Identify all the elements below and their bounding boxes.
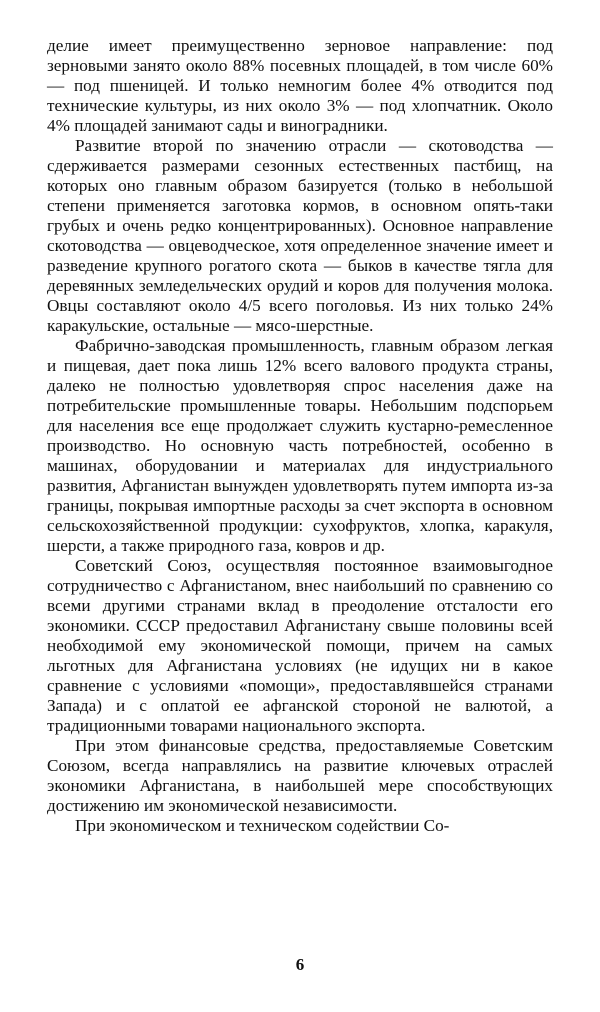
paragraph: При этом финансовые средства, предоставляемые Советским Союзом, всегда направлялись на развитие ключевых отраслей экономики Афганистана, в наибольшей мере способствующих достижению им экономической независимости. <box>47 736 553 815</box>
paragraph: Развитие второй по значению отрасли — скотоводства — сдерживается размерами сезонных естественных пастбищ, на которых оно главным образом базируется (только в небольшой степени применяется заготовка кормов, в основном опять-таки грубых и очень редко концентрированных). Основное направление скотоводства — овцеводческое, хотя определенное значение имеет и разведение крупного рогатого скота — быков в качестве тягла для деревянных земледельческих орудий и коров для получения молока. Овцы составляют около 4/5 всего поголовья. Из них только 24% каракульские, остальные — мясо-шерстные. <box>47 136 553 335</box>
paragraph: Советский Союз, осуществляя постоянное взаимовыгодное сотрудничество с Афганистаном, внес наибольший по сравнению со всеми другими странами вклад в преодоление отсталости его экономики. СССР предоставил Афганистану свыше половины всей необходимой ему экономической помощи, причем на самых льготных для Афганистана условиях (не идущих ни в какое сравнение с условиями «помощи», предоставлявшейся странами Запада) и с оплатой ее афганской стороной не валютой, а традиционными товарами национального экспорта. <box>47 556 553 735</box>
paragraph: делие имеет преимущественно зерновое направление: под зерновыми занято около 88% посевных площадей, в том числе 60% — под пшеницей. И только немногим более 4% отводится под технические культуры, из них около 3% — под хлопчатник. Около 4% площадей занимают сады и виноградники. <box>47 36 553 135</box>
page-text-body <box>47 36 553 836</box>
page-number: 6 <box>295 955 305 974</box>
paragraph: Фабрично-заводская промышленность, главным образом легкая и пищевая, дает пока лишь 12% всего валового продукта страны, далеко не полностью удовлетворяя спрос населения даже на потребительские промышленные товары. Небольшим подспорьем для населения все еще продолжает служить кустарно-ремесленное производство. Но основную часть потребностей, особенно в машинах, оборудовании и материалах для индустриального развития, Афганистан вынужден удовлетворять путем импорта из-за границы, покрывая импортные расходы за счет экспорта в основном сельскохозяйственной продукции: сухофруктов, хлопка, каракуля, шерсти, а также природного газа, ковров и др. <box>47 336 553 555</box>
paragraph: При экономическом и техническом содействии Со- <box>75 816 450 835</box>
